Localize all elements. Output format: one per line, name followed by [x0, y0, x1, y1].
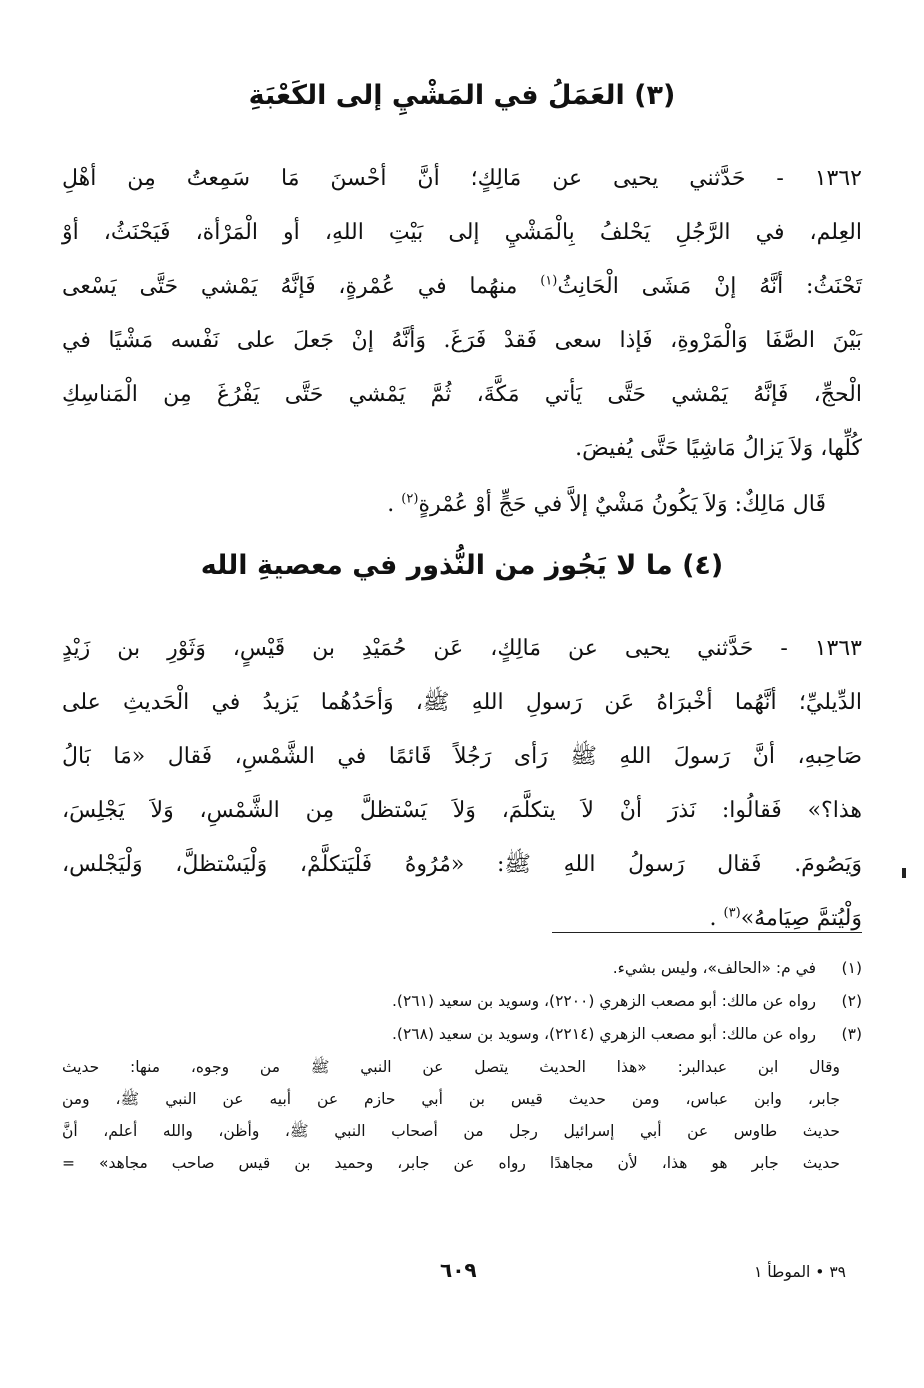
- footnote-quote-line-2: جابر، وابن عباس، ومن حديث قيس بن أبي حازم عن أبيه عن النبي ﷺ، ومن: [62, 1090, 840, 1108]
- footnote-3: [62, 1018, 862, 1051]
- hadith-1362-line-3b: منهُما في عُمْرةٍ، فَإنَّهُ يَمْشي حَتَّى يَسْعى: [62, 274, 518, 299]
- hadith-1362-line-5: الْحجِّ، فَإنَّهُ يَمْشي حَتَّى يَأتي مَكَّةَ، ثُمَّ يَمْشي حَتَّى يَفْرُغَ مِن الْمَناسِكِ: [62, 382, 862, 407]
- footnote-1: [62, 952, 862, 985]
- footnote-separator: [552, 932, 862, 933]
- footnote-quote-line-1: وقال ابن عبدالبر: «هذا الحديث يتصل عن النبي ﷺ من وجوه، منها: حديث: [62, 1058, 840, 1076]
- footnote-text: رواه عن مالك: أبو مصعب الزهري (٢٢١٤)، وسويد بن سعيد (٢٦٨).: [391, 1025, 816, 1043]
- footnote-number: (١): [841, 959, 862, 977]
- hadith-1362-line-3: [62, 260, 862, 314]
- hadith-1362-line-4: بَيْنَ الصَّفَا وَالْمَرْوةِ، فَإذا سعى فَقدْ فَرَغَ. وَأنَّهُ إنْ جَعلَ على نَفْسه مَشْيًا في: [62, 328, 862, 353]
- hadith-1362: [62, 152, 862, 476]
- hadith-1363-end: .: [709, 906, 724, 931]
- signature-mark: ٣٩ • الموطأ ١: [754, 1263, 846, 1281]
- hadith-1362-line-3a: تَحْنَثُ: أنَّهُ إنْ مَشَى الْحَانِثُ: [557, 274, 862, 299]
- footnote-quote-line-3: حديث طاوس عن أبي إسرائيل رجل من أصحاب النبي ﷺ، وأظن، والله أعلم، أنَّ: [62, 1122, 840, 1140]
- malik-statement-line: [26, 478, 826, 532]
- malik-statement-end: .: [387, 492, 402, 517]
- footnote-ref-3[interactable]: (٣): [723, 905, 741, 921]
- hadith-1363: [62, 622, 862, 946]
- hadith-1363-line-2: الدِّيليِّ؛ أنَّهُما أخْبرَاهُ عَن رَسولِ اللهِ ﷺ، وَأحَدُهُما يَزيدُ في الْحَديثِ على: [62, 690, 862, 715]
- hadith-1363-line-1: ١٣٦٣ - حَدَّثني يحيى عن مَالِكٍ، عَن حُمَيْدِ بن قَيْسٍ، وَثَوْرِ بن زَيْدٍ: [62, 636, 862, 661]
- margin-mark: [902, 868, 906, 878]
- section-heading-4: (٤) ما لا يَجُوز من النُّذور في معصيةِ الله: [200, 550, 724, 581]
- footnote-text: رواه عن مالك: أبو مصعب الزهري (٢٢٠٠)، وسويد بن سعيد (٢٦١).: [391, 992, 816, 1010]
- page-number: ٦٠٩: [440, 1258, 477, 1282]
- footnote-ref-2[interactable]: (٢): [401, 491, 419, 507]
- footnote-number: (٢): [841, 992, 862, 1010]
- footnote-2: [62, 985, 862, 1018]
- malik-statement-text: قَال مَالِكٌ: وَلاَ يَكُونُ مَشْيٌ إلاَّ في حَجٍّ أوْ عُمْرةٍ: [418, 492, 826, 517]
- hadith-1363-line-4: هذا؟» فَقالُوا: نَذرَ أنْ لاَ يتكلَّمَ، وَلاَ يَسْتظلَّ مِن الشَّمْسِ، وَلاَ يَجْلِسَ،: [62, 798, 862, 823]
- section-heading-3: (٣) العَمَلُ في المَشْيِ إلى الكَعْبَةِ: [248, 80, 676, 111]
- hadith-1363-line-3: صَاحِبهِ، أنَّ رَسولَ اللهِ ﷺ رَأى رَجُلاً قَائمًا في الشَّمْسِ، فَقال «مَا بَالُ: [62, 744, 862, 769]
- hadith-1363-line-6: [62, 892, 862, 946]
- footnote-quote-line-4: حديث جابر هو هذا، لأن مجاهدًا رواه عن جابر، وحميد بن قيس صاحب مجاهد» =: [62, 1154, 840, 1172]
- footnote-number: (٣): [841, 1025, 862, 1043]
- hadith-1362-line-2: العِلم، في الرَّجُلِ يَحْلفُ بِالْمَشْيِ إلى بَيْتِ اللهِ، أو الْمَرْأة، فَيَحْنَثُ، أوْ: [62, 220, 862, 245]
- malik-statement: [26, 478, 826, 532]
- hadith-1362-line-1: ١٣٦٢ - حَدَّثني يحيى عن مَالِكٍ؛ أنَّ أحْسنَ مَا سَمِعتُ مِن أهْلِ: [62, 166, 862, 191]
- footnotes: [62, 952, 862, 1179]
- footnote-text: في م: «الحالف»، وليس بشيء.: [612, 959, 816, 977]
- footnote-ref-1[interactable]: (١): [540, 273, 558, 289]
- hadith-1363-line-5: وَيَصُومَ. فَقال رَسولُ اللهِ ﷺ: «مُرُوهُ فَلْيَتكلَّمْ، وَلْيَسْتظلَّ، وَلْيَجْلس،: [62, 852, 862, 877]
- footnote-3-quote: [62, 1051, 862, 1179]
- hadith-1362-line-6: كُلِّها، وَلاَ يَزالُ مَاشِيًا حَتَّى يُفيضَ.: [575, 436, 862, 461]
- hadith-1363-line-6-text: وَلْيُتمَّ صِيَامهُ»: [740, 906, 862, 931]
